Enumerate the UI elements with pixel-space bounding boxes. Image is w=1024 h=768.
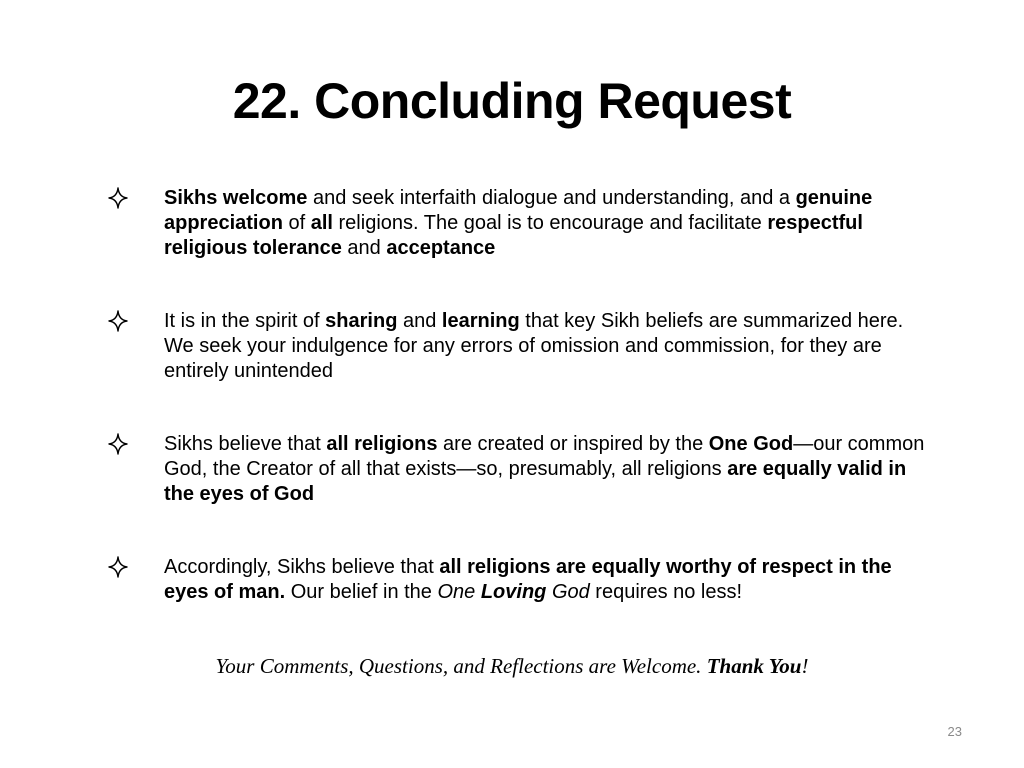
bullet-text-segment: and seek interfaith dialogue and understanding, and a [307,187,796,209]
bullet-text-segment: requires no less! [589,581,743,603]
bullet-text-segment: are created or inspired by the [437,433,709,455]
closing-thank-you: Thank You [706,654,802,678]
bullet-text-segment: God [546,581,590,603]
bullet-text [164,310,903,382]
bullet-text-segment: and [341,237,387,259]
bullet-text-segment: are equally valid in the eyes of God [164,458,907,505]
bullet-text-segment: Our belief in the [285,581,438,603]
bullet-text-segment: Loving [480,581,547,603]
bullet-text-segment: One [437,581,481,603]
four-point-star-outline-icon [108,433,128,455]
bullet-text-segment: all religions [326,433,438,455]
bullet-text-segment: that key Sikh beliefs are summarized here. We seek your indulgence for any errors of omission and commission, for they are entirely unintended [164,310,904,382]
bullet-text-segment: learning [441,310,520,332]
four-point-star-outline-icon [108,187,128,209]
closing-text: Your Comments, Questions, and Reflections are Welcome. [215,654,707,678]
bullet-text [164,556,892,603]
slide-title: 22. Concluding Request [232,73,792,129]
bullet-text-segment: —our common God, the Creator of all that exists—so, presumably, all religions [164,433,925,480]
bullet-item [104,555,934,605]
bullet-item [104,186,934,261]
closing-line [0,652,1024,680]
bullet-text-segment: of [282,212,311,234]
bullet-text-segment: sharing [325,310,398,332]
bullet-text-segment: all religions are equally worthy of respect in the eyes of man. [164,556,892,603]
bullet-text-segment: and [397,310,442,332]
bullet-text [164,433,924,505]
bullet-text-segment: respectful religious tolerance [164,212,863,259]
bullet-item [104,309,934,384]
bullet-text-segment: all [310,212,333,234]
page-number: 23 [947,724,962,739]
bullet-text-segment: Sikhs welcome [164,187,308,209]
bullet-text [164,187,872,259]
bullet-item [104,432,934,507]
bullet-text-segment: Sikhs believe that [164,433,327,455]
bullet-text-segment: Accordingly, Sikhs believe that [164,556,440,578]
four-point-star-outline-icon [108,310,128,332]
bullet-text-segment: religions. The goal is to encourage and facilitate [332,212,768,234]
bullet-text-segment: acceptance [386,237,496,259]
bullet-text-segment: genuine appreciation [164,187,873,234]
bullet-text-segment: It is in the spirit of [164,310,326,332]
bullet-text-segment: One God [708,433,794,455]
bullet-list [104,186,934,653]
four-point-star-outline-icon [108,556,128,578]
closing-exclamation: ! [801,654,809,678]
